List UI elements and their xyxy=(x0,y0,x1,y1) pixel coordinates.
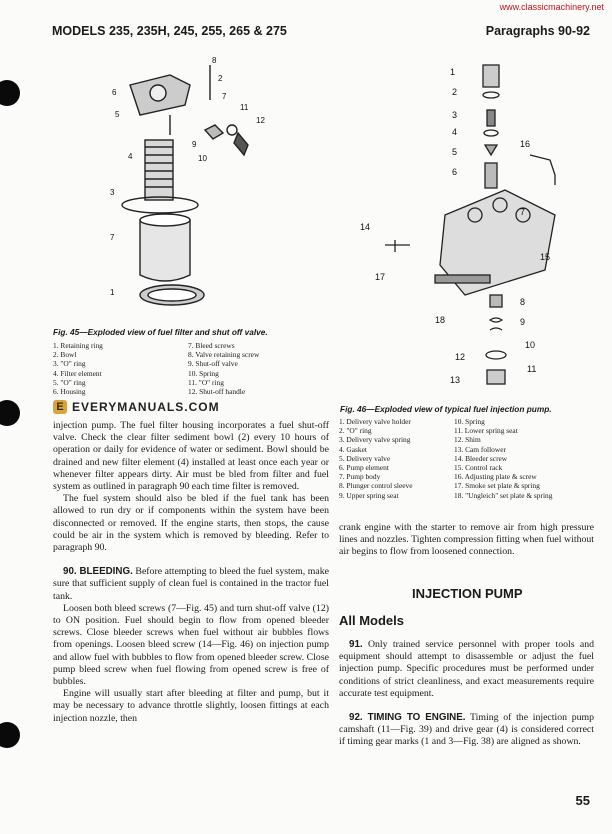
legend-item: 8. Plunger control sleeve xyxy=(339,481,413,491)
watermark: EVERYMANUALS.COM xyxy=(72,400,220,414)
legend-item: 4. Gasket xyxy=(339,444,367,454)
legend-item: 2. "O" ring xyxy=(339,426,372,436)
legend-item: 15. Control rack xyxy=(454,462,503,472)
legend-item: 10. Spring xyxy=(188,368,219,378)
paragraph: Loosen both bleed screws (7—Fig. 45) and turn shut-off valve (12) to ON position. Fuel should begin to flow from opened bleeder screws. Close bleeder screws when fuel without air bubbles flows from openings. Loosen bleed screw (14—Fig. 46) on injection pump and allow fuel with bubbles to flow from opened bleeder screw. Close pump bleed screw when fuel flowing from opened screw is free of bubbles. xyxy=(53,602,329,688)
page-number: 55 xyxy=(575,793,590,808)
fig46-label: 17 xyxy=(375,272,386,282)
fig45-label: 4 xyxy=(128,152,133,161)
legend-item: 4. Filter element xyxy=(53,368,102,378)
legend-item: 3. "O" ring xyxy=(53,359,86,369)
right-text-column xyxy=(339,522,594,559)
fig46-label: 4 xyxy=(452,127,458,137)
paragraph-heading: 91. xyxy=(349,639,363,650)
paragraph: Timing of the injection pump camshaft (11—Fig. 39) and drive gear (4) is considered correct if timing gear marks (1 and 3—Fig. 38) are aligned as shown. xyxy=(339,712,595,748)
fig45-label: 11 xyxy=(240,103,249,112)
legend-item: 9. Upper spring seat xyxy=(339,490,399,500)
paragraph: Only trained service personnel with proper tools and equipment should attempt to disassemble or adjust the fuel injection pump. Specific procedures must be performed under conditions of strict cleanliness, and exact measurements require accurate test equipment. xyxy=(339,639,594,699)
fig45-label: 6 xyxy=(112,88,117,97)
fig45-label: 8 xyxy=(212,56,217,65)
fig45-label: 12 xyxy=(256,116,265,125)
legend-item: 5. "O" ring xyxy=(53,377,86,387)
paragraph-heading: 90. BLEEDING. xyxy=(63,566,133,578)
legend-item: 11. "O" ring xyxy=(188,377,224,387)
fig46-label: 2 xyxy=(452,87,458,97)
fig46-label: 8 xyxy=(520,297,526,307)
paragraph: The fuel system should also be bled if the fuel tank has been allowed to run dry or if components within the system have been disconnected or removed. If the engine starts, then stops, the cause could be air in the system which is removed by bleeding. Refer to paragraph 90. xyxy=(53,493,329,554)
page-header-models: MODELS 235, 235H, 245, 255, 265 & 275 xyxy=(52,24,287,38)
fig46-legend xyxy=(339,417,601,500)
fig46-label: 18 xyxy=(435,315,446,325)
fig46-caption: Fig. 46—Exploded view of typical fuel injection pump. xyxy=(340,404,552,414)
fig45-label: 9 xyxy=(192,140,197,149)
legend-item: 12. Shim xyxy=(454,435,481,445)
fig46-label: 7 xyxy=(520,207,526,217)
legend-item: 16. Adjusting plate & screw xyxy=(454,472,537,482)
paragraph: injection pump. The fuel filter housing incorporates a fuel shut-off valve. Check the clear filter sediment bowl (2) every 10 hours of operation or daily for evidence of water or sediment. Bowl should be drained and new filter element (4) installed at least once each year or whenever filter appears dirty. Air must be bled from filter and fuel system as outlined in paragraph 90 each time filter is removed. xyxy=(53,420,329,493)
legend-item: 13. Cam follower xyxy=(454,444,506,454)
paragraph: Before attempting to bleed the fuel system, make sure that sufficient supply of clean fuel is contained in the tractor fuel tank. xyxy=(53,566,330,602)
binder-hole xyxy=(0,722,20,748)
legend-item: 6. Housing xyxy=(53,386,86,396)
binder-hole xyxy=(0,400,20,426)
legend-item: 10. Spring xyxy=(454,417,485,426)
legend-item: 1. Delivery valve holder xyxy=(339,417,411,426)
legend-item: 11. Lower spring seat xyxy=(454,426,518,436)
fig46-label: 9 xyxy=(520,317,526,327)
legend-item: 14. Bleeder screw xyxy=(454,453,508,463)
fig46-label: 12 xyxy=(455,352,466,362)
legend-item: 17. Smoke set plate & spring xyxy=(454,481,540,491)
fig46-label: 6 xyxy=(452,167,458,177)
source-url[interactable]: www.classicmachinery.net xyxy=(499,2,604,12)
fig45-label: 10 xyxy=(198,154,207,163)
watermark-logo: E xyxy=(53,400,67,414)
fig45-label: 1 xyxy=(110,288,115,297)
fig45-legend xyxy=(53,341,323,396)
watermark-row xyxy=(53,399,220,415)
fig46-label: 14 xyxy=(360,222,371,232)
page-header-paragraphs: Paragraphs 90-92 xyxy=(485,24,590,38)
legend-item: 3. Delivery valve spring xyxy=(339,435,411,445)
fig45-caption: Fig. 45—Exploded view of fuel filter and shut off valve. xyxy=(53,327,268,337)
left-text-column xyxy=(53,420,329,725)
legend-item: 6. Pump element xyxy=(339,462,389,472)
fig46-label: 5 xyxy=(452,147,458,157)
fig46-label: 11 xyxy=(527,364,537,374)
right-text-column-2 xyxy=(339,639,594,749)
fig45-label: 3 xyxy=(110,188,115,197)
fig45-label: 5 xyxy=(115,110,120,119)
legend-item: 7. Bleed screws xyxy=(188,341,235,350)
fig45-label: 2 xyxy=(218,74,223,83)
fig45-label: 7 xyxy=(110,233,115,242)
fig45-illustration xyxy=(100,55,280,325)
fig46-label: 1 xyxy=(450,67,456,77)
fig46-illustration xyxy=(355,55,595,400)
legend-item: 5. Delivery valve xyxy=(339,453,391,463)
legend-item: 18. "Ungleich" set plate & spring xyxy=(454,490,553,500)
fig45-label: 7 xyxy=(222,92,227,101)
paragraph: Engine will usually start after bleeding at filter and pump, but it may be necessary to advance throttle slightly, loosen fittings at each injection nozzle, then xyxy=(53,688,329,724)
paragraph: crank engine with the starter to remove air from high pressure lines and nozzles. Tighten compression fitting when fuel without air begins to flow from loosened connection. xyxy=(339,522,594,558)
legend-item: 9. Shut-off valve xyxy=(188,359,238,369)
paragraph-heading: 92. TIMING TO ENGINE. xyxy=(349,712,466,724)
fig46-label: 10 xyxy=(525,340,536,350)
fig46-label: 15 xyxy=(540,252,551,262)
fig46-label: 13 xyxy=(450,375,461,385)
legend-item: 8. Valve retaining screw xyxy=(188,350,260,360)
legend-item: 2. Bowl xyxy=(53,350,77,360)
fig46-label: 3 xyxy=(452,110,458,120)
legend-item: 7. Pump body xyxy=(339,472,381,482)
binder-hole xyxy=(0,80,20,106)
subsection-heading: All Models xyxy=(339,613,405,628)
fig46-label: 16 xyxy=(520,139,531,149)
legend-item: 12. Shut-off handle xyxy=(188,386,246,396)
legend-item: 1. Retaining ring xyxy=(53,341,103,350)
section-heading: INJECTION PUMP xyxy=(412,586,523,601)
